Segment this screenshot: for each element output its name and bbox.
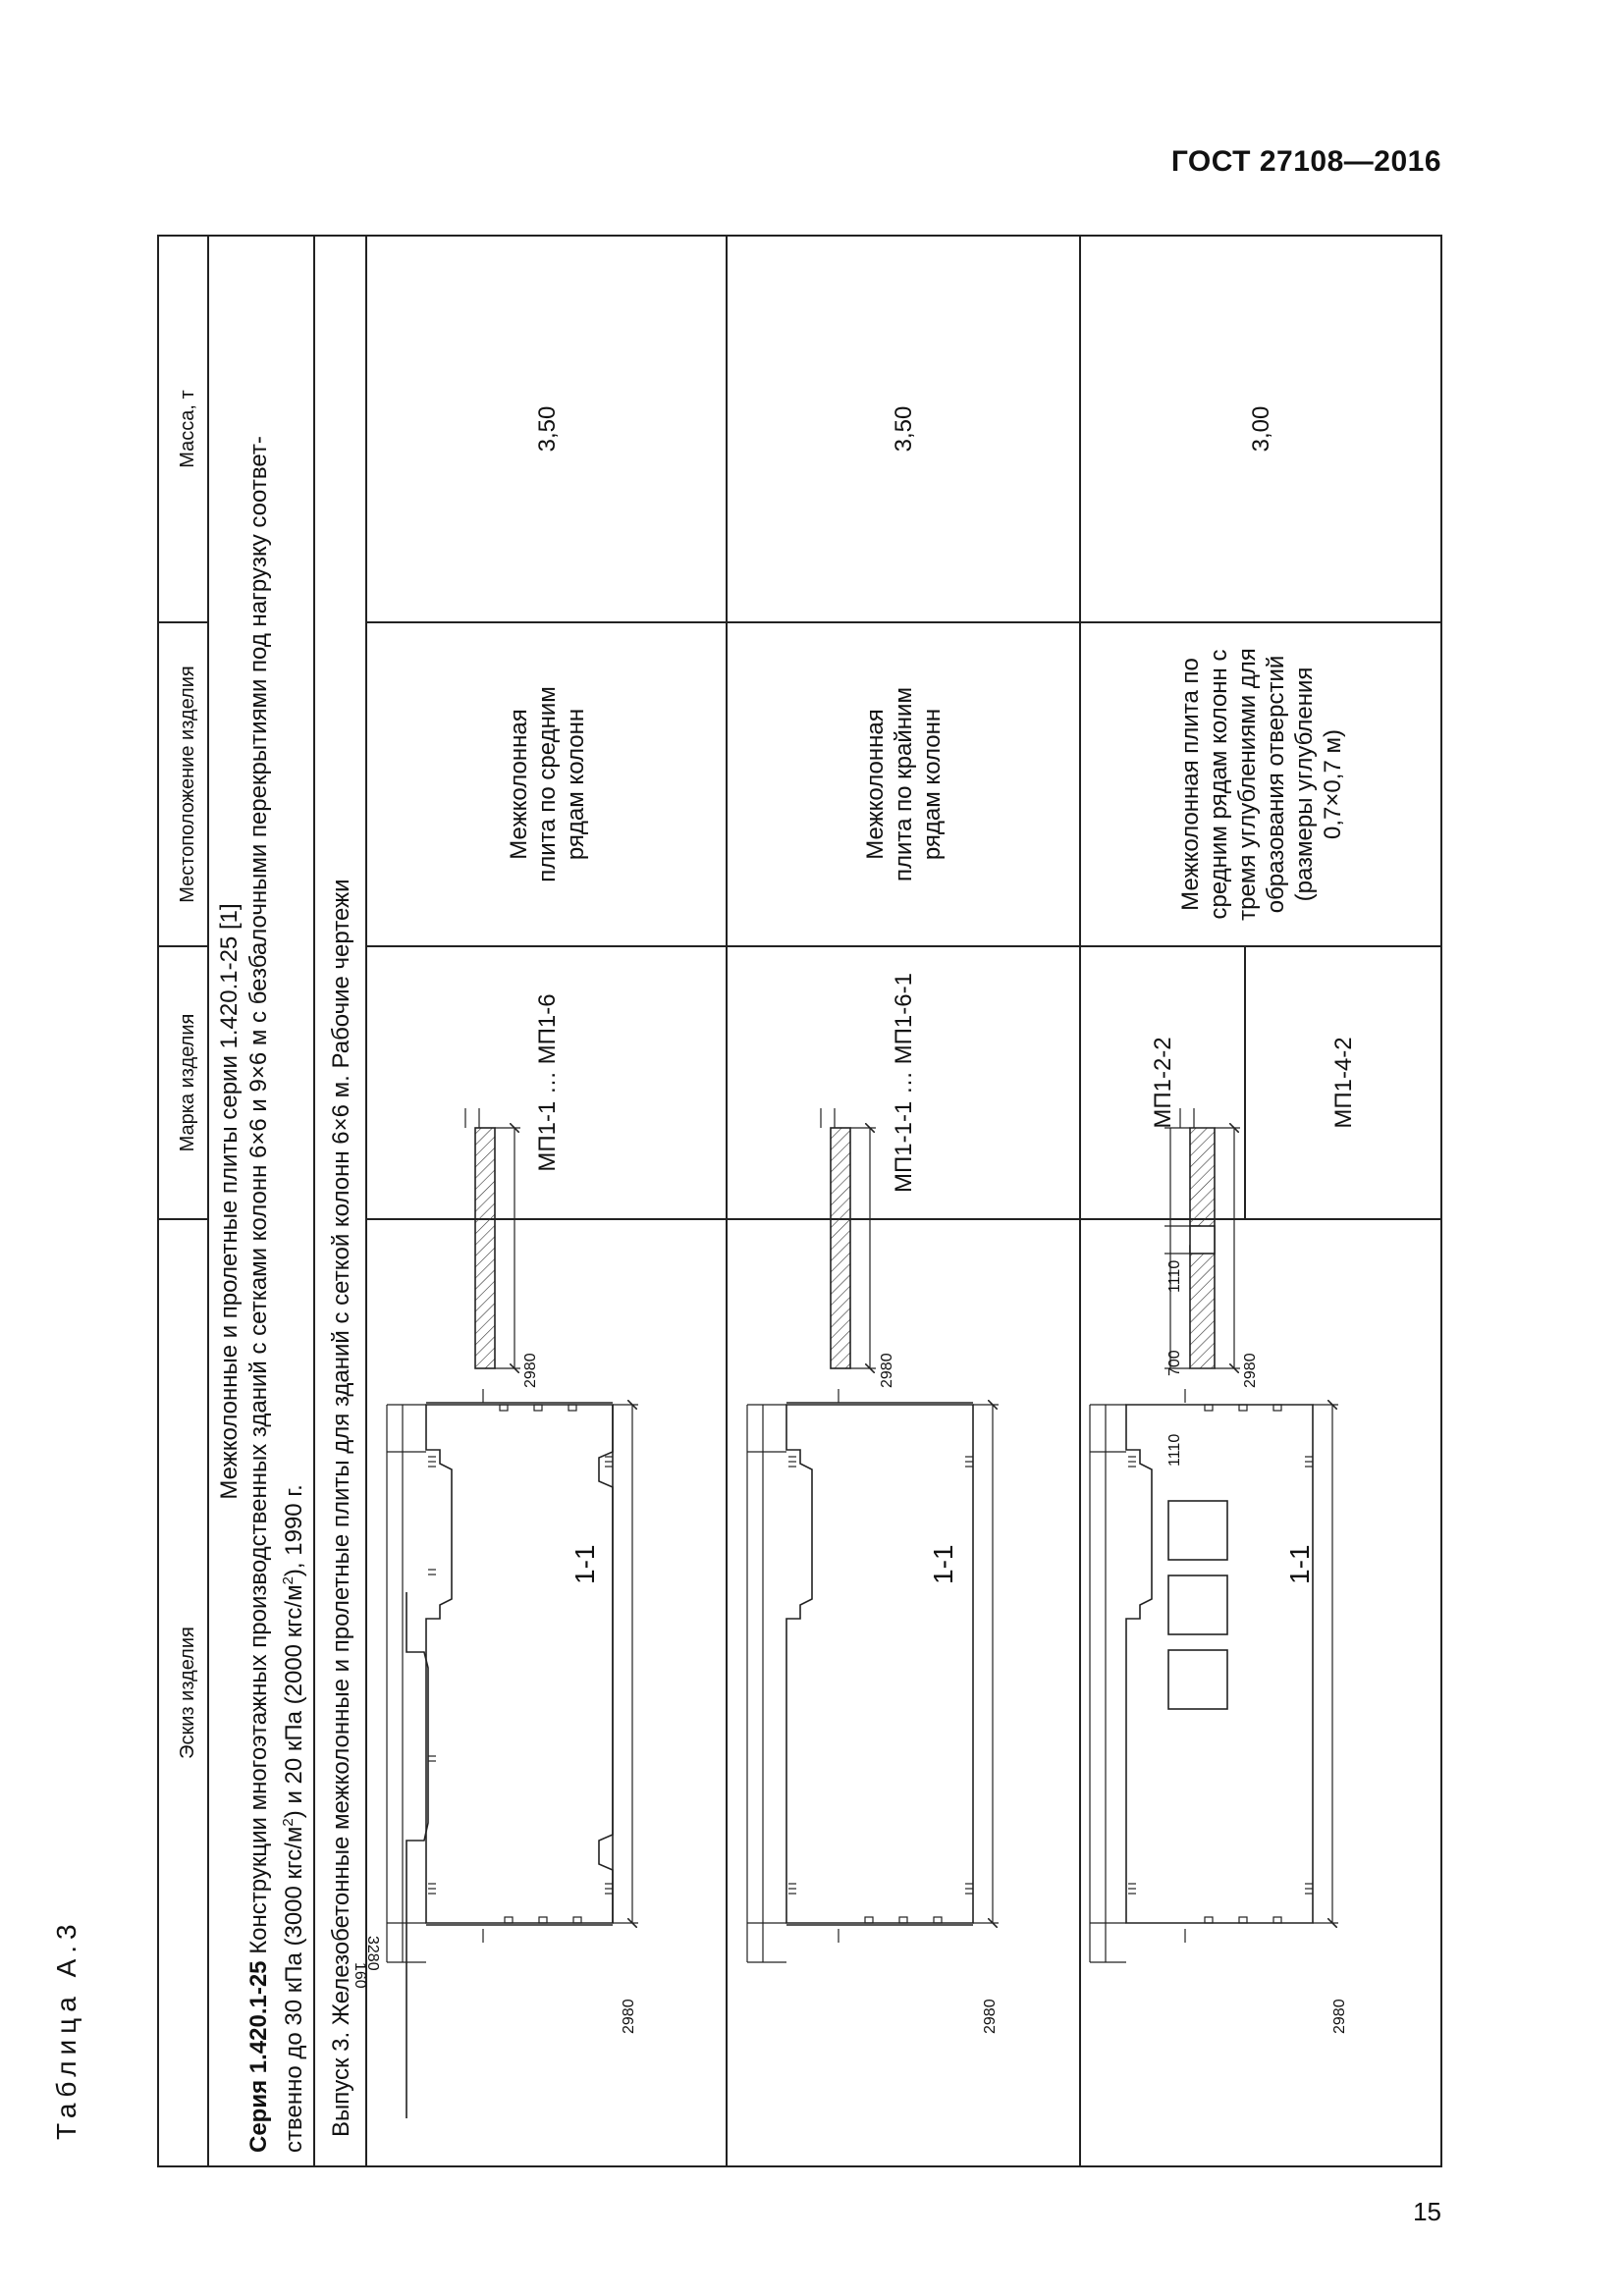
- col-header-sketch: Эскиз изделия: [176, 1627, 198, 1759]
- row-3-mass: 3,00: [1248, 405, 1274, 453]
- document-code: ГОСТ 27108—2016: [1170, 145, 1441, 178]
- row-2-mass: 3,50: [891, 405, 917, 453]
- series-description-line-1: [244, 250, 274, 2153]
- row-3-location: Межколонная плита по средним рядам колонн с тремя углублениями для образования отверстий (размеры углубления 0,7×0,7 м): [1176, 648, 1346, 921]
- s3-d2980-plan: 2980: [1331, 1999, 1348, 2034]
- col-header-location: Местоположение изделия: [176, 666, 198, 903]
- series-text-2a: ственно до 30 кПа (3000 кгс/м: [281, 1826, 307, 2153]
- series-text-2c: ), 1990 г.: [281, 1484, 307, 1577]
- sketch-3: [1082, 1108, 1440, 2159]
- table-label: Таблица А.3: [51, 1918, 81, 2140]
- col-header-mass: Масса, т: [176, 390, 198, 468]
- row-1-mass: 3,50: [533, 405, 561, 453]
- sketch-1: [367, 1108, 721, 2159]
- s2-d2980-plan: 2980: [982, 1999, 999, 2034]
- sup-1: 2: [280, 1818, 297, 1827]
- row-2-mark: МП1-1-1 … МП1-6-1: [891, 973, 917, 1193]
- s3-d1110-a: 1110: [1166, 1433, 1183, 1467]
- s1-d160: 160: [352, 1962, 368, 1989]
- col-header-mark: Марка изделия: [176, 1013, 198, 1152]
- series-text-2b: ) и 20 кПа (2000 кгс/м: [281, 1584, 307, 1819]
- page-number: 15: [1413, 2197, 1441, 2226]
- series-name: Серия 1.420.1-25: [245, 1960, 272, 2153]
- s3-d2980-sec: 2980: [1242, 1353, 1259, 1388]
- sketch-2: [728, 1108, 1081, 2159]
- s2-d2980-sec: 2980: [879, 1353, 895, 1388]
- s1-d3280: 3280: [364, 1936, 381, 1971]
- series-block: [211, 237, 313, 2166]
- table-a3: [157, 235, 1442, 2167]
- series-text-1: Конструкции многоэтажных производственных зданий с сетками колонн 6×6 и 9×6 м с безбалочными перекрытиями под нагрузку соответ-: [245, 436, 272, 1961]
- row-1-location: Межколонная плита по средним рядам колонн: [505, 686, 589, 882]
- s1-d2980-plan: 2980: [621, 1999, 637, 2034]
- s1-d2980-sec: 2980: [522, 1353, 539, 1388]
- row-3-mark-b: МП1-4-2: [1330, 1037, 1357, 1129]
- issue-line: Выпуск 3. Железобетонные межколонные и пролетные плиты для зданий с сеткой колонн 6×6 м. Рабочие чертежи: [328, 879, 354, 2137]
- s1-section-label: 1-1: [569, 1544, 600, 1584]
- s3-d700: 700: [1166, 1350, 1183, 1376]
- series-title: Межколонные и пролетные плиты серии 1.420.1-25 [1]: [216, 903, 243, 1500]
- row-1-mark: МП1-1 … МП1-6: [533, 993, 561, 1172]
- row-3-mark-a: МП1-2-2: [1149, 1037, 1176, 1129]
- s2-section-label: 1-1: [928, 1544, 958, 1584]
- row-2-location: Межколонная плита по крайним рядам колонн: [862, 687, 946, 881]
- sup-2: 2: [280, 1576, 297, 1585]
- s3-d1110-b: 1110: [1166, 1259, 1183, 1293]
- s3-section-label: 1-1: [1284, 1544, 1315, 1584]
- series-description-line-2: [274, 250, 309, 2153]
